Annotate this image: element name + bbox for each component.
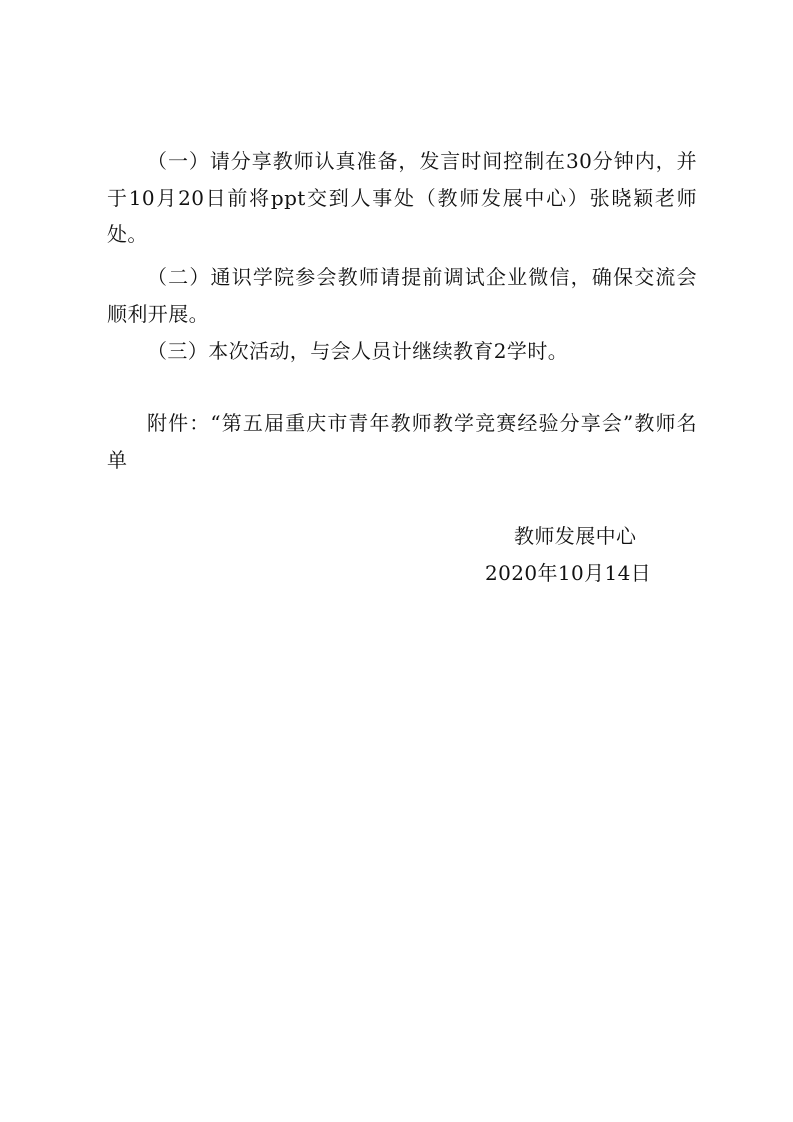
notice-item-1: （一）请分享教师认真准备，发言时间控制在30分钟内，并于10月20日前将ppt交到人事处（教师发展中心）张晓颖老师处。 [107, 149, 697, 246]
notice-item-3: （三）本次活动，与会人员计继续教育2学时。 [147, 339, 569, 363]
signature-organization: 教师发展中心 [514, 524, 637, 548]
attachment-note: 附件：“第五届重庆市青年教师教学竞赛经验分享会”教师名单 [107, 411, 697, 472]
notice-item-2: （二）通识学院参会教师请提前调试企业微信，确保交流会顺利开展。 [107, 265, 697, 326]
signature-date: 2020年10月14日 [485, 561, 652, 585]
